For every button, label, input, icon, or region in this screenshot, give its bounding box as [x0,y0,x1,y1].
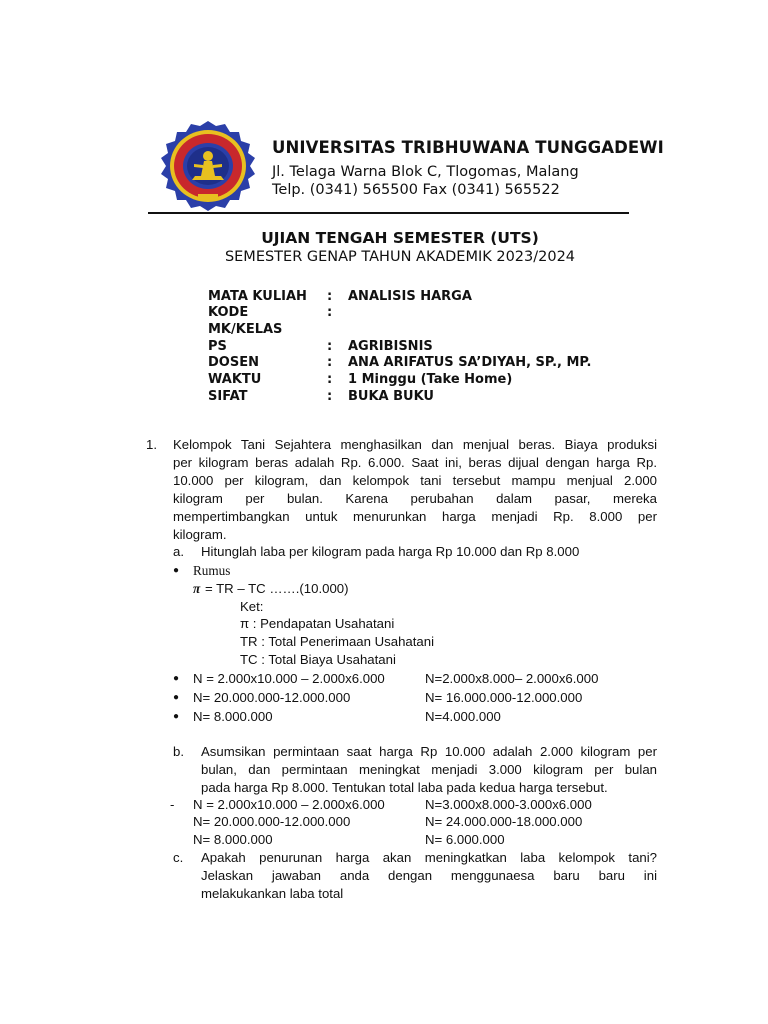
bullet-icon: ● [173,673,180,684]
university-address: Jl. Telaga Warna Blok C, Tlogomas, Malang [272,164,579,180]
info-colon: : [327,305,333,320]
calc-left: N= 8.000.000 [193,709,273,724]
subquestion-line: Jelaskan jawaban anda dengan menggunaesa baru baru ini [201,868,657,883]
info-label: KODE [208,305,249,320]
formula-text: = TR – TC …….(10.000) [205,581,349,596]
question-line: mempertimbangkan untuk menurunkan harga menjadi Rp. 8.000 per [173,509,657,524]
info-colon: : [327,289,333,304]
info-colon: : [327,355,333,370]
university-name: UNIVERSITAS TRIBHUWANA TUNGGADEWI [272,138,664,157]
subquestion-text: Hitunglah laba per kilogram pada harga Rp 10.000 dan Rp 8.000 [201,544,580,559]
info-label: MK/KELAS [208,322,283,337]
question-line: kilogram per bulan. Karena perubahan dalam pasar, mereka [173,491,657,506]
calc-left: N= 20.000.000-12.000.000 [193,814,351,829]
calc-right: N= 6.000.000 [425,832,505,847]
exam-subtitle: SEMESTER GENAP TAHUN AKADEMIK 2023/2024 [224,249,576,265]
info-colon: : [327,389,333,404]
subquestion-marker: b. [173,744,184,759]
bullet-icon: ● [173,692,180,703]
calc-right: N= 16.000.000-12.000.000 [425,690,583,705]
info-value: 1 Minggu (Take Home) [348,372,513,387]
bullet-icon: ● [173,565,180,576]
exam-title: UJIAN TENGAH SEMESTER (UTS) [261,229,539,247]
subquestion-line: pada harga Rp 8.000. Tentukan total laba pada kedua harga tersebut. [201,780,608,795]
header-divider [148,212,629,214]
question-line: Kelompok Tani Sejahtera menghasilkan dan menjual beras. Biaya produksi [173,437,657,452]
question-number: 1. [146,437,157,452]
info-label: SIFAT [208,389,248,404]
bullet-icon: ● [173,711,180,722]
info-label: DOSEN [208,355,259,370]
ket-label: Ket: [240,599,264,614]
question-line: kilogram. [173,527,227,542]
university-logo [152,120,264,216]
info-label: PS [208,339,227,354]
question-line: 10.000 per kilogram, dan kelompok tani tersebut mampu menjual 2.000 [173,473,657,488]
info-value: ANALISIS HARGA [348,289,472,304]
info-colon: : [327,339,333,354]
rumus-label: Rumus [193,563,231,578]
info-value: BUKA BUKU [348,389,434,404]
pi-symbol: π [193,581,201,596]
subquestion-marker: a. [173,544,184,559]
ket-item: TC : Total Biaya Usahatani [240,652,396,667]
subquestion-line: melakukankan laba total [201,886,344,901]
info-label: MATA KULIAH [208,289,307,304]
calc-left: N = 2.000x10.000 – 2.000x6.000 [193,797,385,812]
question-line: per kilogram beras adalah Rp. 6.000. Saat ini, beras dijual dengan harga Rp. [173,455,657,470]
info-colon: : [327,372,333,387]
calc-right: N=4.000.000 [425,709,501,724]
calc-right: N= 24.000.000-18.000.000 [425,814,583,829]
calc-right: N=2.000x8.000– 2.000x6.000 [425,671,599,686]
calc-left: N= 8.000.000 [193,832,273,847]
subquestion-line: Apakah penurunan harga akan meningkatkan laba kelompok tani? [201,850,657,865]
info-value: ANA ARIFATUS SA’DIYAH, SP., MP. [348,355,592,370]
calc-left: N = 2.000x10.000 – 2.000x6.000 [193,671,385,686]
ket-item: π : Pendapatan Usahatani [240,616,395,631]
university-phone: Telp. (0341) 565500 Fax (0341) 565522 [272,182,560,198]
calc-right: N=3.000x8.000-3.000x6.000 [425,797,592,812]
ket-item: TR : Total Penerimaan Usahatani [240,634,435,649]
subquestion-marker: c. [173,850,184,865]
calc-left: N= 20.000.000-12.000.000 [193,690,351,705]
subquestion-line: Asumsikan permintaan saat harga Rp 10.000 adalah 2.000 kilogram per [201,744,657,759]
info-label: WAKTU [208,372,262,387]
dash-marker: - [170,797,175,812]
subquestion-line: bulan, dan permintaan meningkat menjadi 3.000 kilogram per bulan [201,762,657,777]
info-value: AGRIBISNIS [348,339,433,354]
